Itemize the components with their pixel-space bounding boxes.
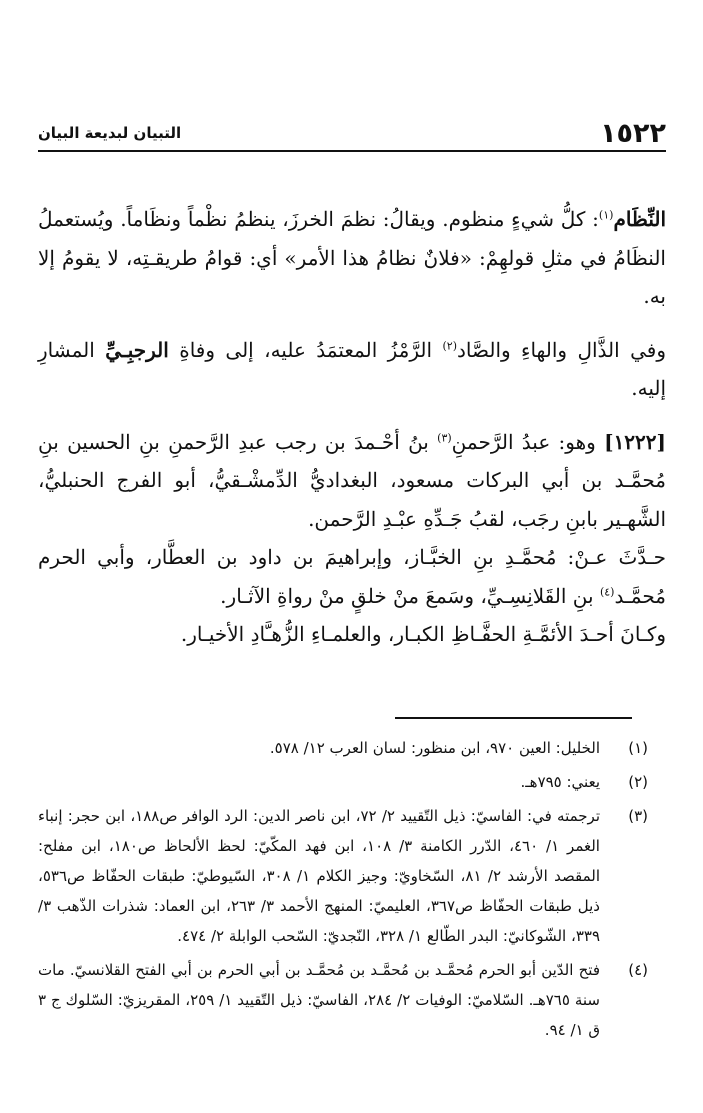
paragraph-text: الرَّمْزُ المعتمَدُ عليه، إلى وفاةِ — [168, 337, 443, 362]
paragraph-text: وكـانَ أحـدَ الأئمَّـةِ الحفَّـاظِ الكبـار، والعلمـاءِ الزُّهـَّادِ الأخيـار. — [180, 622, 666, 646]
running-title: التبيان لبديعة البيان — [38, 124, 182, 142]
footnote-separator — [395, 717, 632, 719]
main-text — [38, 200, 666, 654]
page-number: ١٥٢٢ — [600, 118, 666, 149]
paragraph-teachers — [38, 538, 666, 615]
paragraph-nizam — [38, 200, 666, 316]
footnote — [38, 955, 648, 1045]
paragraph-text: وهو: عبدُ الرَّحمنِ — [451, 429, 605, 454]
footnote-number: (١) — [628, 739, 648, 757]
footnote-number: (٤) — [628, 961, 648, 979]
footnote — [38, 733, 648, 763]
entry-number: [١٢٢٢] — [604, 429, 666, 454]
footnote — [38, 801, 648, 951]
paragraph-entry — [38, 423, 666, 539]
footnote-text: ترجمته في: الفاسيّ: ذيل التّقييد ٢/ ٧٢، ابن ناصر الدين: الرد الوافر ص١٨٨، ابن حجر: إنباء الغمر ١/ ٤٦٠، الدّرر الكامنة ٣/ ١٠٨، ابن فهد المكّيّ: لحظ الألحاظ ص١٨٠، ابن مفلح: المقصد الأرشد ٢/ ٨١، السّخاويّ: وجيز الكلام ١/ ٣٠٨، السّيوطيّ: طبقات الحفّاظ ص٥٣٦، ذيل طبقات الحفّاظ ص٣٦٧، العليميّ: المنهج الأحمد ٣/ ٢٦٣، ابن العماد: شذرات الذّهب ٣/ ٣٣٩، الشّوكانيّ: البدر الطّالع ١/ ٣٢٨، النّجديّ: السّحب الوابلة ٢/ ٤٧٤. — [38, 807, 601, 945]
headword: النِّظَام — [613, 207, 667, 231]
page-header — [38, 118, 666, 150]
paragraph-text: وفي الذَّالِ والهاءِ والصَّاد — [457, 337, 666, 362]
footnote-ref-1: (١) — [598, 208, 614, 222]
paragraph-symbol — [38, 331, 666, 408]
paragraph-text: حـدَّثَ عـنْ: مُحمَّـدِ بنِ الخبَّـاز، وإبراهيمَ بن داود بن العطَّار، وأبي الحرم مُحمَّـد — [38, 545, 666, 608]
footnote-ref-3: (٣) — [437, 430, 452, 444]
paragraph-text: بنُ أحْـمدَ بن رجب عبدِ الرَّحمنِ بنِ الحسين بنِ مُحمَّـد بن أبي البركات مسعود، البغداديُّ الدِّمشْـقيُّ، أبو الفرج الحنبليُّ، الشَّهـير بابنِ رجَب، لقبُ جَـدِّهِ عبْـدِ الرَّحمن. — [38, 429, 666, 531]
paragraph-text: المشارِ إليه. — [38, 337, 666, 400]
header-rule — [38, 150, 666, 152]
paragraph-text: بنِ القَلانِسِـيِّ، وسَمعَ منْ خلقٍ منْ رواةِ الآثـار. — [220, 583, 600, 608]
footnote-text: يعني: ٧٩٥هـ. — [520, 773, 600, 791]
paragraph-text: : كلُّ شيءٍ منظوم. ويقالُ: نظمَ الخرزَ، ينظمُ نظْماً ونظَاماً. ويُستعملُ النظَامُ في مثلِ قولهِمْ: «فلانٌ نظامُ هذا الأمر» أي: قوامُ طريقـتِه، لا يقومُ إلا به. — [38, 207, 666, 308]
footnote-number: (٣) — [628, 807, 648, 825]
footnote — [38, 767, 648, 797]
footnote-text: الخليل: العين ٩٧٠، ابن منظور: لسان العرب ١٢/ ٥٧٨. — [269, 739, 600, 757]
footnote-number: (٢) — [628, 773, 648, 791]
paragraph-status — [38, 615, 666, 654]
highlighted-name: الرجبِـيِّ — [105, 337, 169, 362]
footnote-ref-4: (٤) — [599, 584, 615, 598]
footnote-text: فتح الدّين أبو الحرم مُحمَّـد بن مُحمَّـد بن مُحمَّـد بن أبي الحرم بن أبي الفتح القلانسيّ. مات سنة ٧٦٥هـ. السّلاميّ: الوفيات ٢/ ٢٨٤، الفاسيّ: ذيل التّقييد ١/ ٢٥٩، المقريزيّ: السّلوك ج ٣ ق ١/ ٩٤. — [38, 961, 600, 1039]
footnote-ref-2: (٢) — [442, 338, 457, 352]
footnotes — [38, 733, 648, 1049]
